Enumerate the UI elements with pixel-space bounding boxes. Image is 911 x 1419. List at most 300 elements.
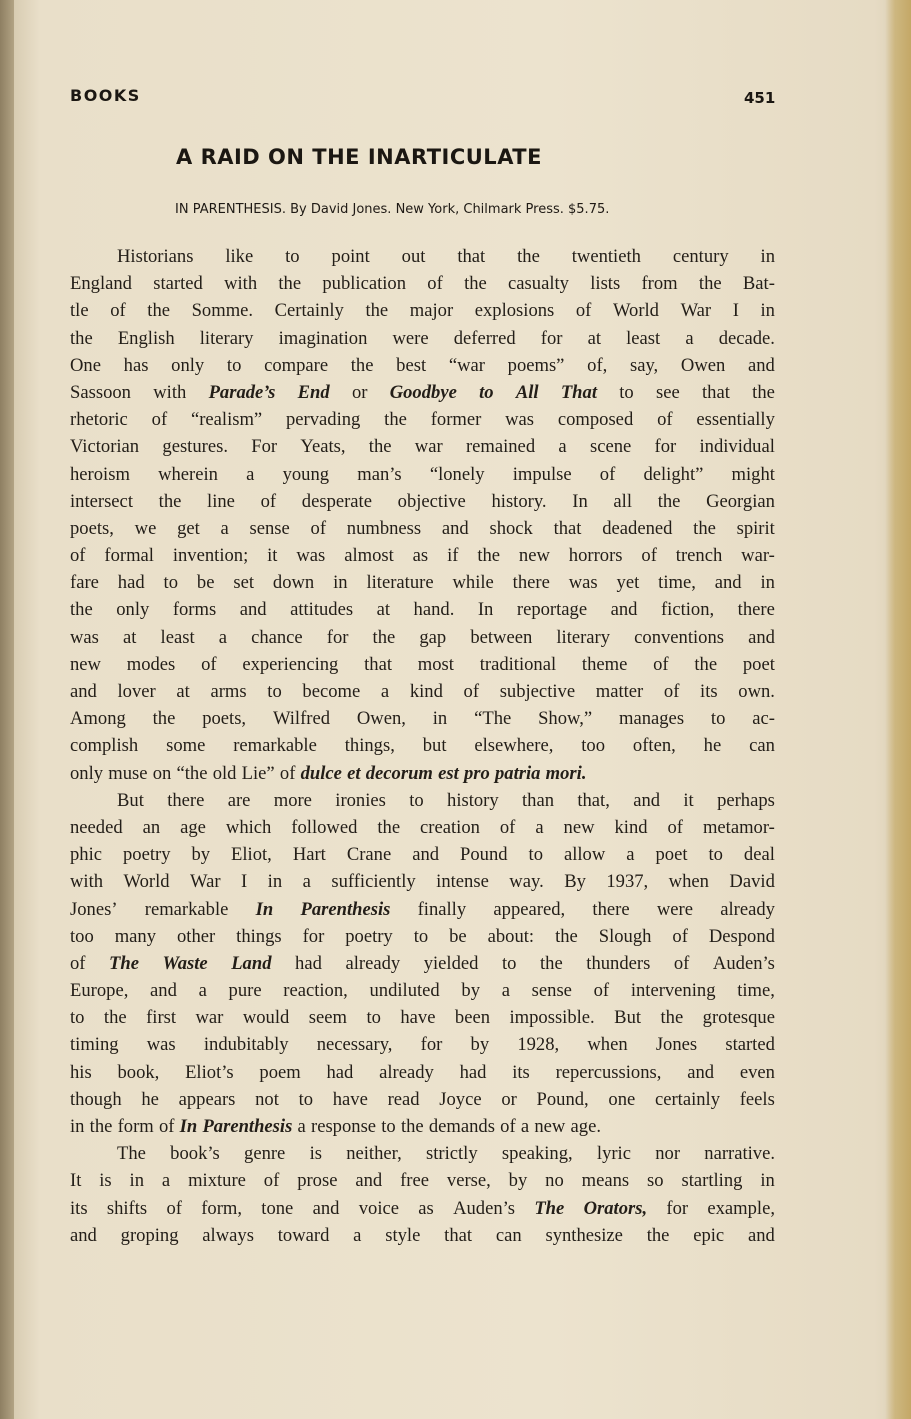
article-title: A RAID ON THE INARTICULATE [176, 145, 542, 169]
word: a [535, 816, 544, 838]
word: a [302, 871, 311, 893]
word: means [581, 1170, 630, 1192]
word: the [540, 952, 563, 974]
word: chance [251, 626, 303, 648]
word: perhaps [717, 789, 775, 811]
word: century [672, 246, 729, 267]
word: Despond [708, 925, 775, 947]
word: the [555, 925, 578, 947]
word: 1937, [606, 871, 649, 893]
word: Crane [346, 844, 392, 866]
word: become [302, 681, 361, 702]
word: poet [742, 653, 775, 675]
word: were [392, 327, 429, 349]
word: publication [322, 273, 407, 295]
word: Joyce [439, 1088, 482, 1110]
text-line [70, 814, 775, 841]
word: shock [489, 517, 533, 539]
word: Jones [655, 1034, 698, 1056]
word: fare [70, 572, 99, 594]
word: is [99, 1170, 112, 1192]
word: literary [199, 327, 254, 349]
word: remained [465, 436, 536, 458]
word: he [703, 735, 722, 757]
word: Lie” [241, 762, 275, 784]
word: lover [117, 681, 156, 702]
word: to [366, 1007, 381, 1029]
word: not [255, 1088, 279, 1110]
text-line [70, 1086, 775, 1113]
italic-word: All [515, 381, 539, 403]
word: man’s [357, 463, 402, 485]
text-line [70, 868, 775, 895]
word: when [668, 871, 709, 893]
word: about: [487, 925, 535, 947]
word: the [698, 273, 722, 295]
italic-word: In [179, 1116, 198, 1137]
word: major [409, 300, 454, 322]
text-line [70, 977, 775, 1004]
word: its [70, 1197, 88, 1219]
word: numbness [346, 517, 422, 539]
word: war- [741, 545, 775, 567]
word: the [660, 1007, 684, 1029]
word: attitudes [290, 599, 354, 621]
word: new [518, 545, 550, 567]
word: only [116, 599, 150, 621]
word: the [350, 354, 374, 376]
word: if [447, 545, 459, 567]
word: explosions [474, 300, 555, 322]
word: startling [681, 1170, 743, 1192]
word: best [396, 354, 427, 376]
word: age [180, 816, 206, 838]
word: already [345, 952, 401, 974]
word: and [748, 626, 775, 648]
word: there [512, 572, 550, 594]
word: phic [70, 844, 103, 866]
word: for [302, 925, 325, 947]
word: of [673, 952, 690, 974]
word: necessary, [316, 1034, 393, 1056]
word: history. [491, 490, 547, 512]
text-line [70, 379, 775, 406]
text-line [70, 352, 775, 379]
text-line [70, 1222, 775, 1249]
word: ac- [752, 708, 775, 730]
word: forms [172, 599, 217, 621]
word: “realism” [190, 409, 263, 431]
word: England [70, 273, 132, 295]
word: needed [70, 816, 123, 838]
word: gestures. [162, 436, 228, 458]
text-line [70, 1195, 775, 1222]
article-byline: IN PARENTHESIS. By David Jones. New York, Chilmark Press. $5.75. [175, 202, 610, 217]
word: twentieth [571, 246, 641, 267]
word: remarkable [233, 735, 317, 757]
text-line [70, 515, 775, 542]
word: of [260, 490, 277, 512]
word: For [251, 436, 278, 458]
word: its [512, 1061, 530, 1083]
word: modes [126, 653, 176, 675]
word: while [452, 572, 494, 594]
word: the [752, 381, 775, 403]
text-line [70, 950, 775, 977]
word: other [176, 925, 216, 947]
word: Jones’ [70, 898, 118, 920]
word: By [564, 871, 586, 893]
word: to [285, 246, 300, 267]
word: impossible. [509, 1007, 595, 1029]
word: kind [409, 681, 443, 702]
word: already [720, 898, 775, 920]
word: some [166, 735, 206, 757]
word: a [220, 517, 229, 539]
word: at [376, 599, 391, 621]
text-line [70, 678, 775, 705]
word: I [732, 300, 739, 322]
italic-word: Parade’s [208, 381, 276, 403]
text-line [70, 705, 775, 732]
italic-word: That [560, 381, 597, 403]
word: groping [120, 1224, 179, 1246]
text-line [70, 1167, 775, 1194]
word: “the [176, 762, 208, 784]
word: that, [577, 789, 610, 811]
word: Historians [117, 246, 194, 267]
word: of [201, 653, 217, 675]
word: was [70, 626, 99, 648]
word: Eliot, [231, 844, 272, 866]
word: Europe, [70, 980, 129, 1002]
word: toward [277, 1224, 330, 1246]
text-line [70, 760, 775, 787]
word: grotesque [702, 1007, 775, 1029]
word: to [502, 952, 517, 974]
word: by [508, 1170, 528, 1192]
word: to [226, 354, 242, 376]
word: was [505, 409, 535, 431]
word: in [432, 708, 448, 730]
word: heroism [70, 463, 130, 485]
italic-word: dulce [300, 762, 342, 784]
word: the [400, 1116, 424, 1137]
word: intersect [70, 490, 133, 512]
word: metamor- [702, 816, 775, 838]
word: form, [201, 1197, 243, 1219]
word: least [160, 626, 195, 648]
italic-word: est [438, 762, 459, 784]
word: “The [474, 708, 512, 730]
word: theme [581, 653, 628, 675]
word: the [147, 300, 170, 322]
word: Sassoon [70, 381, 131, 403]
word: ironies [335, 789, 386, 811]
word: “lonely [429, 463, 485, 485]
word: Wilfred [272, 708, 331, 730]
word: free [400, 1170, 429, 1192]
word: the [152, 708, 176, 730]
word: But [614, 1007, 642, 1029]
page-number: 451 [744, 89, 776, 107]
text-line [70, 325, 775, 352]
word: and [633, 789, 661, 811]
word: read [387, 1088, 420, 1110]
word: demands [428, 1116, 495, 1137]
word: for [666, 1197, 689, 1219]
word: to [708, 844, 723, 866]
word: in [129, 1170, 145, 1192]
word: lists [590, 273, 621, 295]
word: Somme. [191, 300, 254, 322]
italic-word: decorum [365, 762, 433, 784]
word: book’s [170, 1143, 220, 1165]
text-line [70, 569, 775, 596]
word: pervading [286, 409, 361, 431]
word: poem [259, 1061, 301, 1083]
word: Owen, [356, 708, 406, 730]
word: the [464, 273, 487, 295]
word: horrors [568, 545, 623, 567]
word: many [114, 925, 157, 947]
word: only [70, 762, 104, 784]
word: a [558, 436, 567, 458]
word: so [647, 1170, 664, 1192]
word: out [401, 246, 426, 267]
word: an [142, 816, 161, 838]
word: war [414, 436, 443, 458]
word: often, [632, 735, 676, 757]
word: lyric [596, 1143, 631, 1165]
word: and [610, 599, 638, 621]
word: as [418, 1197, 434, 1219]
word: compare [264, 354, 329, 376]
word: individual [699, 436, 775, 458]
word: that [553, 517, 582, 539]
word: poems” [507, 354, 565, 376]
word: the [694, 653, 718, 675]
word: to [528, 844, 543, 866]
word: The [117, 1143, 146, 1165]
word: the [158, 490, 182, 512]
word: book, [117, 1061, 160, 1083]
word: certainly [654, 1088, 721, 1110]
word: indubitably [203, 1034, 289, 1056]
word: Pound, [536, 1088, 589, 1110]
word: war [195, 1007, 224, 1029]
italic-word: Parenthesis [300, 898, 391, 920]
text-line [70, 1140, 775, 1167]
word: delight” [643, 463, 704, 485]
word: were [656, 898, 693, 920]
word: sense [531, 980, 572, 1002]
word: his [70, 1061, 92, 1083]
word: in [760, 1170, 775, 1192]
word: that [444, 1224, 473, 1246]
word: or [351, 381, 368, 403]
italic-word: The [534, 1197, 565, 1219]
word: It [70, 1170, 82, 1192]
word: fiction, [660, 599, 715, 621]
italic-word: Orators, [583, 1197, 648, 1219]
word: appeared, [493, 898, 566, 920]
word: would [242, 1007, 290, 1029]
word: impulse [512, 463, 572, 485]
word: when [587, 1034, 628, 1056]
word: by [470, 1034, 490, 1056]
word: invention; [172, 545, 249, 567]
word: the [103, 1007, 127, 1029]
italic-word: pro [463, 762, 490, 784]
word: prose [297, 1170, 338, 1192]
word: to [267, 681, 282, 702]
word: there [592, 898, 630, 920]
word: of [575, 300, 592, 322]
word: to [381, 1116, 396, 1137]
italic-word: to [479, 381, 494, 403]
word: tone [261, 1197, 294, 1219]
italic-word: In [255, 898, 274, 920]
word: of [593, 980, 610, 1002]
text-line [70, 1031, 775, 1058]
word: to [619, 381, 634, 403]
word: sufficiently [331, 871, 416, 893]
word: for [326, 626, 349, 648]
word: neither, [346, 1143, 402, 1165]
word: and [312, 1197, 340, 1219]
word: Bat- [742, 273, 775, 295]
word: and [70, 681, 97, 702]
word: casualty [508, 273, 569, 295]
word: in [333, 572, 348, 594]
word: be [196, 572, 215, 594]
word: though [70, 1088, 122, 1110]
word: trench [675, 545, 723, 567]
word: intervening [630, 980, 716, 1002]
word: time, [658, 572, 696, 594]
word: see [656, 381, 680, 403]
word: from [641, 273, 678, 295]
word: of, [587, 354, 608, 376]
word: muse [108, 762, 148, 784]
word: of [70, 952, 86, 974]
word: conventions [634, 626, 724, 648]
word: has [123, 354, 149, 376]
word: the [365, 300, 389, 322]
word: least [626, 327, 661, 349]
word: seem [308, 1007, 347, 1029]
word: way. [509, 871, 544, 893]
word: followed [291, 816, 358, 838]
word: pure [228, 980, 262, 1002]
word: “war [448, 354, 485, 376]
word: deal [743, 844, 775, 866]
word: example, [707, 1197, 775, 1219]
word: young [282, 463, 330, 485]
word: but [422, 735, 447, 757]
word: elsewhere, [474, 735, 554, 757]
word: English [117, 327, 175, 349]
word: voice [358, 1197, 399, 1219]
word: a [218, 626, 227, 648]
word: the [89, 1116, 113, 1137]
word: already [379, 1061, 434, 1083]
word: of [663, 681, 680, 702]
word: or [501, 1088, 517, 1110]
text-line [70, 787, 775, 814]
word: too [70, 925, 94, 947]
word: Auden’s [712, 952, 775, 974]
word: in [760, 300, 775, 322]
word: own. [738, 681, 775, 702]
word: repercussions, [555, 1061, 662, 1083]
word: War [680, 300, 712, 322]
word: and [747, 1224, 775, 1246]
word: a [520, 1116, 530, 1137]
word: strictly [426, 1143, 478, 1165]
word: new [563, 816, 595, 838]
word: which [225, 816, 272, 838]
italic-word: mori. [545, 762, 587, 784]
text-line [70, 1004, 775, 1031]
word: experiencing [242, 653, 339, 675]
word: a [297, 1116, 306, 1137]
word: like [225, 246, 254, 267]
text-line [70, 433, 775, 460]
word: gap [419, 626, 447, 648]
text-line [70, 1059, 775, 1086]
word: subjective [499, 681, 576, 702]
word: complish [70, 735, 139, 757]
text-line [70, 651, 775, 678]
word: the [278, 273, 302, 295]
word: at [123, 626, 137, 648]
word: genre [244, 1143, 286, 1165]
word: and [747, 354, 775, 376]
word: to [409, 789, 424, 811]
word: at [587, 327, 602, 349]
word: by [191, 844, 211, 866]
word: by [461, 980, 481, 1002]
word: of [70, 545, 86, 567]
word: even [739, 1061, 775, 1083]
word: of [500, 1116, 516, 1137]
italic-word: Waste [162, 952, 208, 974]
word: In [477, 599, 494, 621]
word: and [239, 599, 267, 621]
word: of [110, 300, 126, 322]
word: response [311, 1116, 377, 1137]
word: the [368, 436, 392, 458]
text-line [70, 488, 775, 515]
word: a [353, 1224, 362, 1246]
word: a [161, 1170, 171, 1192]
word: started [153, 273, 203, 295]
word: narrative. [704, 1143, 775, 1165]
word: have [332, 1088, 368, 1110]
word: deadened [602, 517, 673, 539]
article-body [70, 243, 775, 1249]
word: the [70, 599, 93, 621]
text-line [70, 1113, 775, 1140]
word: One [70, 354, 101, 376]
word: Pound [460, 844, 508, 866]
word: nor [655, 1143, 681, 1165]
word: poetry [345, 925, 393, 947]
word: epic [693, 1224, 725, 1246]
word: of [427, 273, 443, 295]
